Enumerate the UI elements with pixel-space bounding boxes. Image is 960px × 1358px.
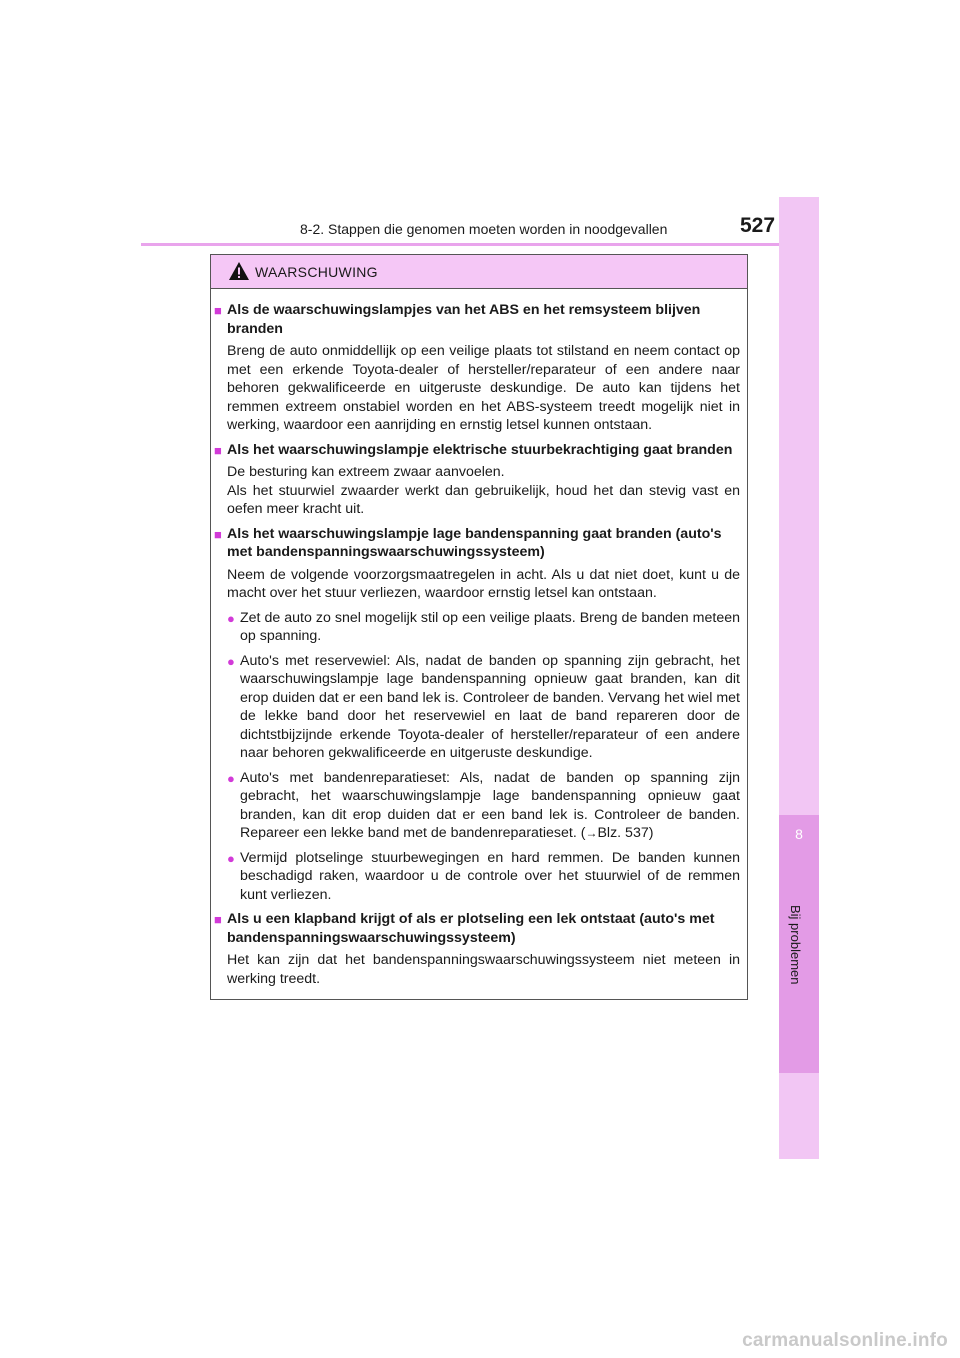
header-rule	[141, 243, 819, 246]
bullet-text: Zet de auto zo snel mogelijk stil op een veilige plaats. Breng de banden meteen op spanning.	[240, 609, 740, 644]
bullet-item	[227, 769, 740, 843]
square-bullet-icon: ■	[214, 912, 222, 927]
round-bullet-icon: ●	[227, 610, 235, 626]
warning-header	[211, 255, 747, 289]
chapter-number: 8	[795, 826, 803, 842]
item-text: Het kan zijn dat het bandenspanningswaarschuwingssysteem niet meteen in werking treedt.	[227, 952, 740, 987]
square-bullet-icon: ■	[214, 442, 222, 458]
item-text: Als het stuurwiel zwaarder werkt dan gebruikelijk, houd het dan stevig vast en oefen meer kracht uit.	[227, 482, 740, 517]
page-reference-link[interactable]: Blz. 537	[597, 825, 649, 841]
item-title: Als u een klapband krijgt of als er plotseling een lek ontstaat (auto's met bandenspanningswaarschuwingssysteem)	[227, 911, 715, 946]
round-bullet-icon: ●	[227, 770, 235, 786]
bullet-item	[227, 609, 740, 646]
watermark: carmanualsonline.info	[742, 1330, 948, 1351]
round-bullet-icon: ●	[227, 850, 235, 866]
section-title: 8-2. Stappen die genomen moeten worden in noodgevallen	[300, 221, 668, 237]
round-bullet-icon: ●	[227, 653, 235, 669]
bullet-item	[227, 652, 740, 763]
item-text: De besturing kan extreem zwaar aanvoelen.	[227, 464, 505, 480]
bullet-item	[227, 849, 740, 905]
bullet-text-before: Auto's met bandenreparatieset: Als, nadat de banden op spanning zijn gebracht, het waarschuwingslampje lage bandenspanning opnieuw gaat branden, kan dit erop duiden dat er een band lek is. Controleer de banden. Repareer een lekke band met de bandenreparatieset. (	[240, 769, 740, 841]
item-text: Breng de auto onmiddellijk op een veilige plaats tot stilstand en neem contact op met een erkende Toyota-dealer of hersteller/reparateur of een andere naar behoren gekwalificeerde en uitgeruste deskundige. De auto kan tijdens het remmen extreem onstabiel worden en het ABS-systeem treedt mogelijk niet in werking, waardoor een aanrijding en ernstig letsel kunnen ontstaan.	[227, 343, 740, 433]
bullet-text: Auto's met reservewiel: Als, nadat de banden op spanning zijn gebracht, het waarschuwingslampje lage bandenspanning opnieuw gaat branden, kan dit erop duiden dat er een band lek is. Controleer de banden. Vervang het wiel met de lekke band door het reservewiel en laat de band repareren door de dichtstbijzijnde erkende Toyota-dealer of hersteller/reparateur of een andere naar behoren gekwalificeerde en uitgeruste deskundige.	[240, 652, 740, 761]
arrow-icon: →	[585, 826, 598, 840]
chapter-title: Bij problemen	[788, 905, 803, 985]
warning-box	[210, 254, 748, 1000]
item-title: Als de waarschuwingslampjes van het ABS en het remsysteem blijven branden	[227, 302, 701, 337]
bullet-text-after: )	[648, 825, 654, 841]
warning-body	[211, 289, 747, 988]
item-text: Neem de volgende voorzorgsmaatregelen in acht. Als u dat niet doet, kunt u de macht over het stuur verliezen, waardoor ernstig letsel kan ontstaan.	[227, 566, 740, 601]
item-title: Als het waarschuwingslampje elektrische stuurbekrachtiging gaat branden	[227, 441, 733, 458]
bullet-text: Vermijd plotselinge stuurbewegingen en hard remmen. De banden kunnen beschadigd raken, waardoor u de controle over het stuurwiel of de remmen kunt verliezen.	[240, 849, 740, 903]
item-title: Als het waarschuwingslampje lage bandenspanning gaat branden (auto's met bandenspanningswaarschuwingssysteem)	[227, 525, 722, 560]
warning-label: WAARSCHUWING	[255, 264, 378, 280]
warning-triangle-icon	[228, 261, 250, 281]
bullet-text	[240, 769, 740, 843]
page-number: 527	[740, 214, 776, 237]
warning-item	[214, 910, 740, 988]
square-bullet-icon: ■	[214, 303, 222, 318]
warning-item	[214, 525, 740, 905]
warning-item	[214, 441, 740, 519]
warning-item	[214, 301, 740, 435]
square-bullet-icon: ■	[214, 526, 222, 542]
